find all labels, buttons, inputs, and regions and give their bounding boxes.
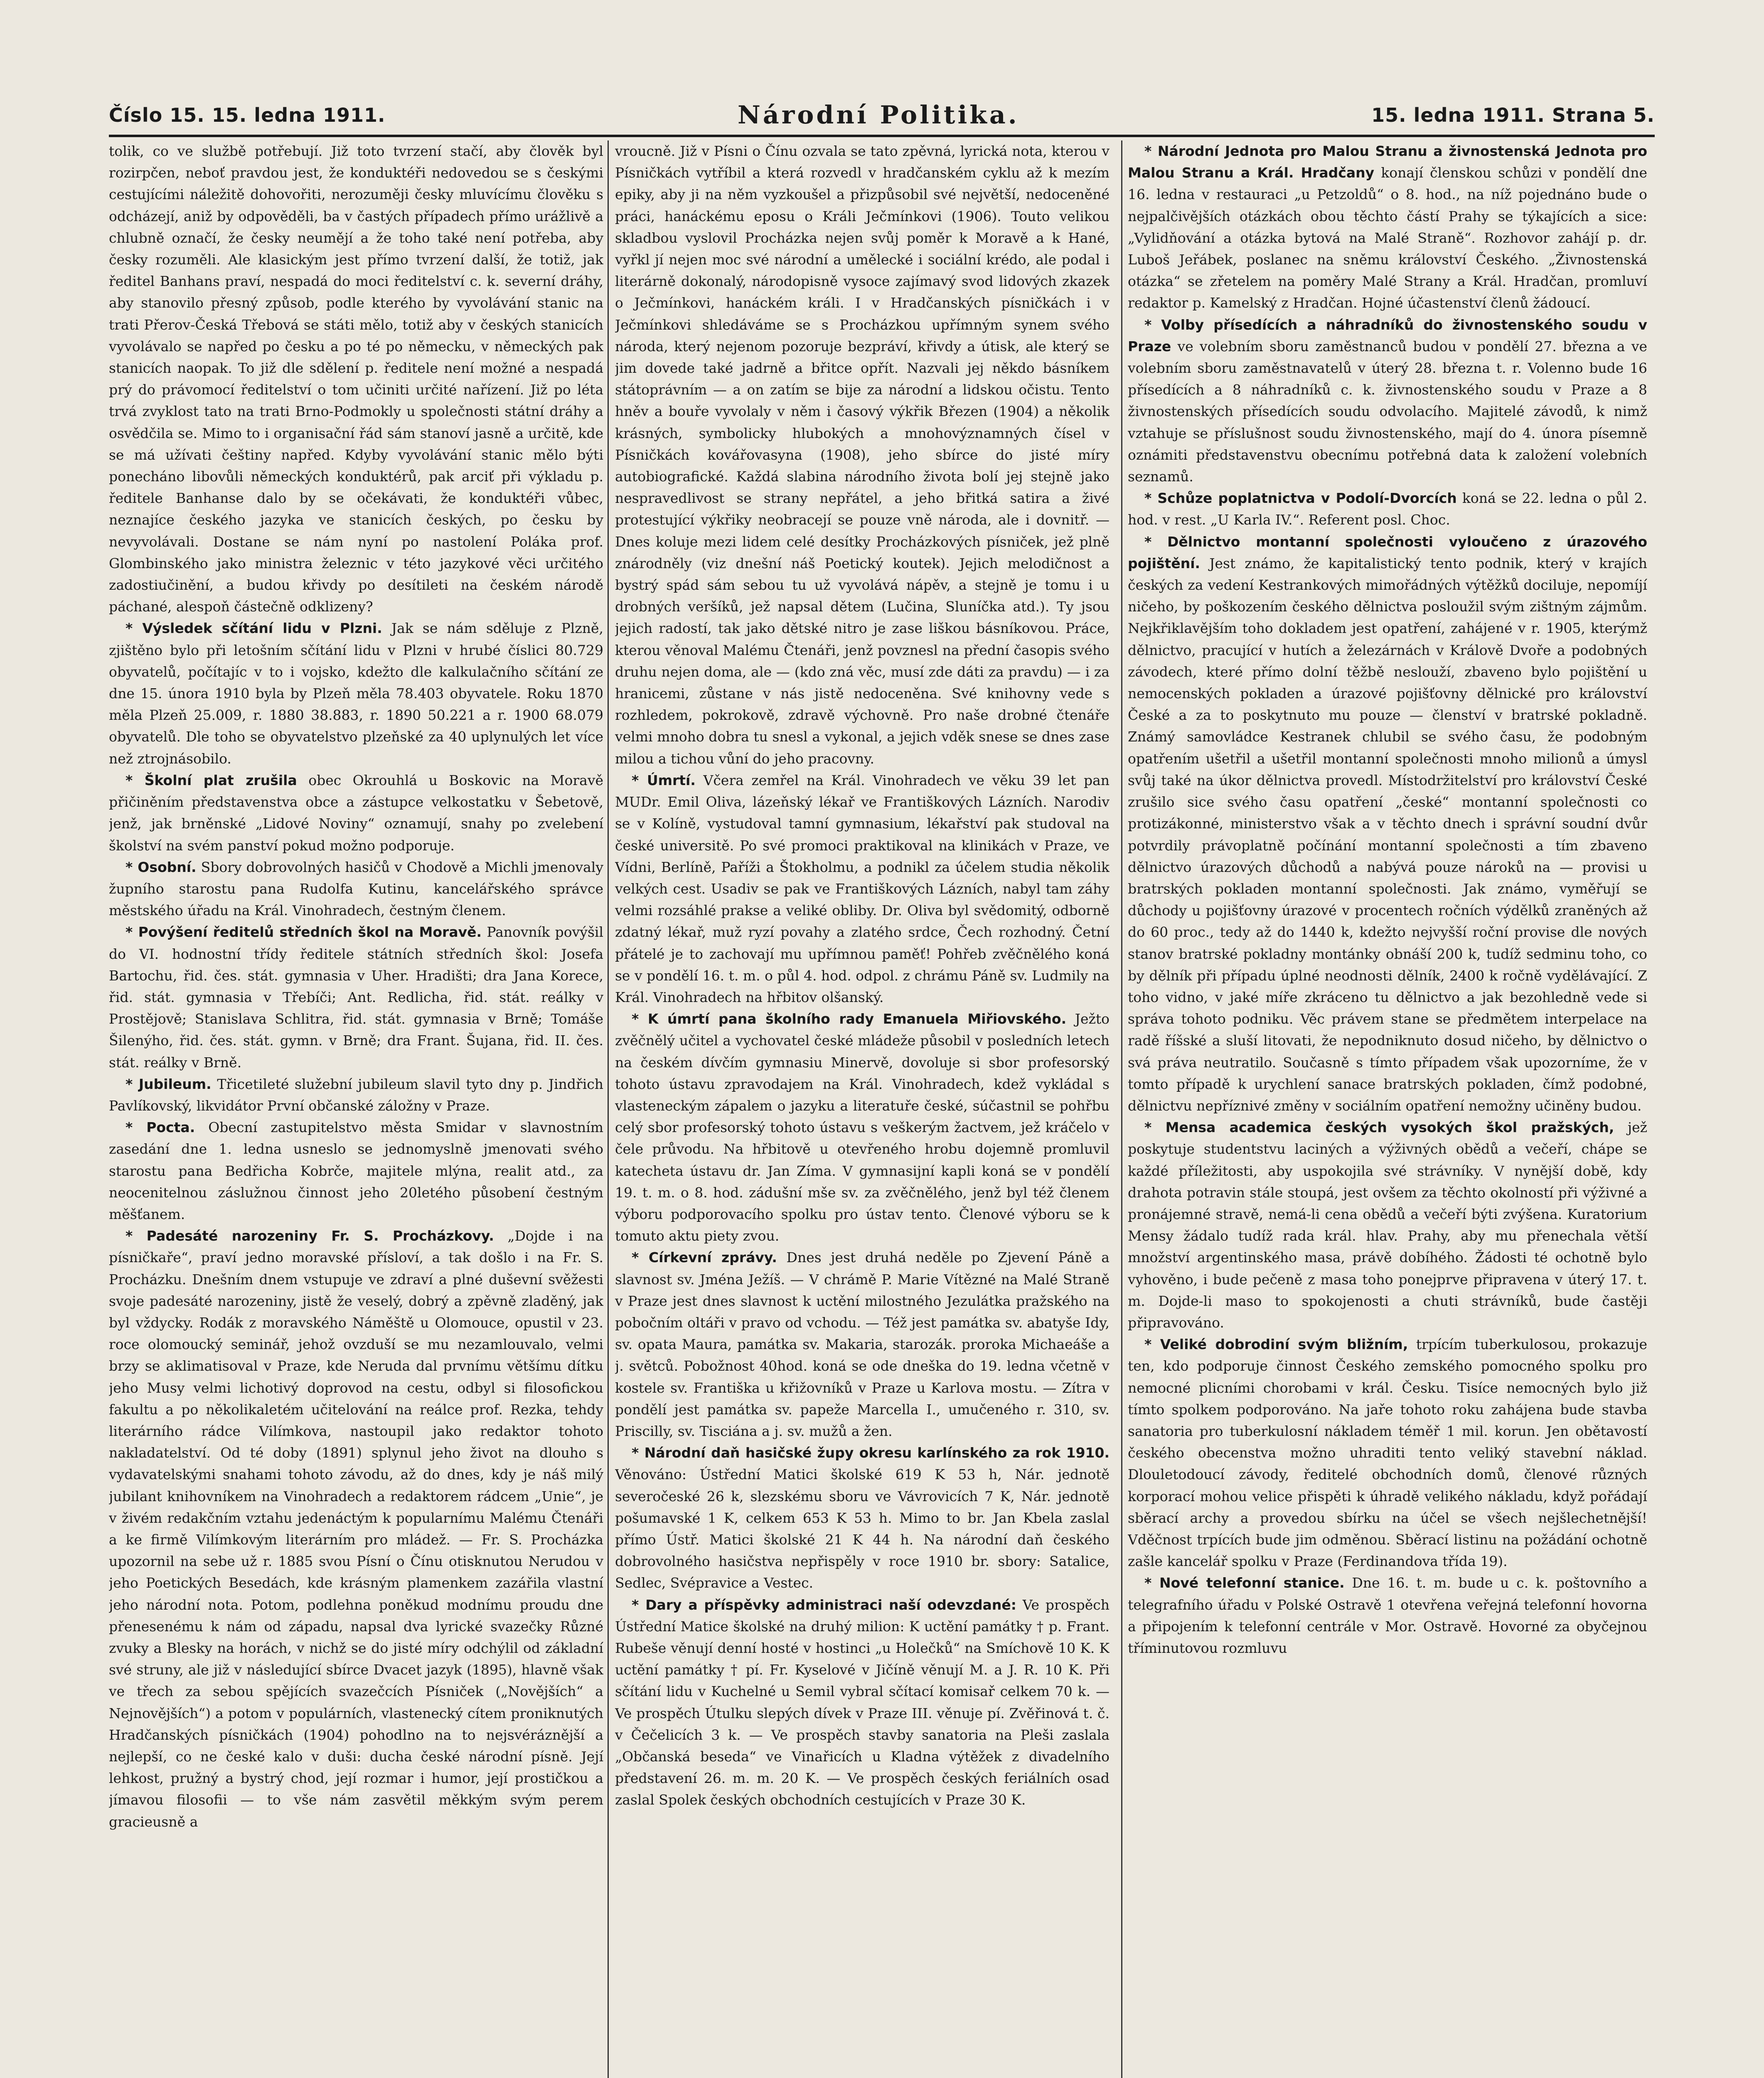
article-text: tolik, co ve službě potřebují. Již toto tvrzení stačí, aby člověk byl rozirpčen, neboť pravdou jest, že konduktéři nedovedou se s českými cestujícími náležitě dohovořiti, nerozuměji česky mluvícímu člověku s odcházejí, aniž by odpověděli, ba v častých případech přímo urážlivě a chlubně označí, že česky neumějí a že toho také není potřeba, aby česky rozuměli. Ale klasickým jest přímo tvrzení další, že totiž, jak ředitel Banhans praví, nespadá do moci ředitelství c. k. severní dráhy, aby stanovilo přesný způsob, podle kterého by vyvolávání stanic na trati Přerov-Česká Třebová se státi mělo, totiž aby v českých stanicích vyvolávalo se napřed po česku a po té po německu, v německých pak stanicích naopak. To již dle sdělení p. ředitele není možné a nespadá prý do právomocí ředitelství o tom učiniti určité nařízení. Již po léta trvá zvyklost tato na trati Brno-Podmokly u společnosti státní dráhy a osvědčila se. Mimo to i organisační řád sám stanoví jasně a určitě, kde se má užívati češtiny napřed. Kdyby vyvolávání stanic mělo býti ponecháno libovůli německých konduktérů, pak arciť při výkladu p. ředitele Banhanse dalo by se očekávati, že konduktéři vůbec, neznajíce českého jazyka ve stanicích českých, po česku by nevyvolávali. Dostane se nám nyní po nastolení Poláka prof. Glombinského jako ministra železnic v této jazykové věci určitého zadostiučinění, a budou křivdy po desítileti na českém národě páchané, alespoň částečně odklizeny? [109,143,603,615]
article-text: vroucně. Již v Písni o Čínu ozvala se tato zpěvná, lyrická nota, kterou v Písničkách vytříbil a která rozvedl v hradčanském cyklu až k mezím epiky, aby ji na něm vyzkoušel a přizpůsobil své největší, nedoceněné práci, hanáckému eposu o Králi Ječmínkovi (1906). Touto velikou skladbou vyslovil Procházka nejen svůj poměr k Moravě a k Hané, vyřkl jí nejen moc své národní a umělecké i sociální krédo, ale podal i literárně dokonalý, národopisně vysoce zajímavý svod lidových zkazek o Ječmínkovi, hanáckém králi. I v Hradčanských písničkách i v Ječmínkovi shledáváme se s Procházkou upřímným synem svého národa, který nejenom pozoruje bezpráví, křivdy a útisk, ale který se jim dovede také jadrně a břitce opřít. Nazvali jej někdo básníkem státoprávním — a on zatím se bije za národní a lidskou očistu. Tento hněv a bouře vyvolaly v něm i časový výkřik Březen (1904) a několik krásných, symbolicky hlubokých a mnohovýznamných čísel v Písničkách kovářovasyna (1908), jeho sbírce do jisté míry autobiografické. Každá slabina národního života bolí jej stejně jako nespravedlivost se strany nepřátel, a jeho břitká satira a živé protestující výkřiky neobracejí se pouze vně národa, ale i dovnitř. — Dnes koluje mezi lidem celé desítky Procházkových písniček, jež plně znárodněly (viz dnešní náš Poetický koutek). Jejich melodičnost a bystrý spád sám sebou tu už vyvolává nápěv, a stejně je tomu i u drobných veršíků, jež napsal dětem (Lučina, Sluníčka atd.). Ty jsou jejich radostí, tak jako dětské nitro je zase liškou básníkovou. Práce, kterou věnoval Malému Čtenáři, jenž povznesl na přední časopis svého druhu nejen doma, ale — (kdo zná věc, musí zde dáti za pravdu) — i za hranicemi, zůstane v nás jistě nedoceněna. Své knihovny vede s rozhledem, pokrokově, zdravě výchovně. Pro naše drobné čtenáře velmi mnoho dobra tu snesl a vykonal, a jejich vděk snese se dnes zase milou a tichou vůní do jeho pracovny. [615,143,1110,767]
article-lead: * Výsledek sčítání lidu v Plzni. [125,620,382,637]
article-text: konají členskou schůzi v pondělí dne 16. ledna v restauraci „u Petzoldů“ o 8. hod., na níž pojednáno bude o nejpalčivějších otázkách obou těchto částí Prahy se týkajících a sice: „Vylidňování a otázka bytová na Malé Straně“. Rozhovor zahájí p. dr. Luboš Jeřábek, poslanec na sněmu království Českého. „Živnostenská otázka“ se zřetelem na poměry Malé Strany a Král. Hradčan, promluví redaktor p. Kamelský z Hradčan. Hojné účastenství členů žádoucí. [1128,165,1647,311]
article-text: koná se 22. ledna o půl 2. hod. v rest. „U Karla IV.“. Referent posl. Choc. [1128,490,1647,528]
column-2 [615,140,1110,2078]
article-paragraph [109,140,603,618]
article-text: Sbory dobrovolných hasičů v Chodově a Michli jmenovaly župního starostu pana Rudolfa Kutinu, kancelářského správce městského úřadu na Král. Vinohradech, čestným členem. [109,859,603,919]
article-paragraph [615,140,1110,770]
article-lead: * Církevní zprávy. [632,1249,777,1266]
article-paragraph [615,1247,1110,1442]
article-lead: * Národní Jednota pro Malou Stranu a živnostenská Jednota pro Malou Stranu a Král. Hradčany [1128,143,1647,181]
article-paragraph [109,921,603,1073]
article-lead: * Školní plat zrušila [125,772,297,788]
article-lead: * Národní daň hasičské župy okresu karlínského za rok 1910. [632,1445,1110,1461]
date-page-number: 15. ledna 1911. Strana 5. [1371,104,1655,126]
column-divider [608,140,609,2078]
article-paragraph [1128,487,1647,531]
article-text: Dnes jest druhá neděle po Zjevení Páně a slavnost sv. Jména Ježíš. — V chrámě P. Marie Vítězné na Malé Straně v Praze jest dnes slavnost k uctění milostného Jezulátka pražského na pobočním oltáři v pravo od vchodu. — Též jest památka sv. abatyše Idy, sv. opata Maura, památka sv. Makaria, starozák. proroka Michaeáše a j. světců. Pobožnost 40hod. koná se ode dneška do 19. ledna včetně v kostele sv. Františka u křižovníků v Praze u Karlova mostu. — Zítra v pondělí jest památka sv. papeže Marcella I., umučeného r. 310, sv. Priscilly, sv. Tisciána a j. sv. mužů a žen. [615,1249,1110,1439]
article-paragraph [109,770,603,857]
article-lead: * Padesáté narozeniny Fr. S. Procházkovy. [125,1228,494,1244]
article-paragraph [1128,1334,1647,1572]
column-1 [109,140,603,2078]
article-text: Věnováno: Ústřední Matici školské 619 K 53 h, Nár. jednotě severočeské 26 k, slezskému sboru ve Vávrovicích 7 K, Nár. jednotě pošumavské 1 K, celkem 653 K 53 h. Mimo to br. Jan Kbela zaslal přímo Ústř. Matici školské 21 K 44 h. Na národní daň českého dobrovolného hasičstva nepřispěly v roce 1910 br. sbory: Satalice, Sedlec, Svépravice a Vestec. [615,1466,1110,1591]
article-text: Ježto zvěčnělý učitel a vychovatel české mládeže působil v posledních letech na českém dívčím gymnasiu Minervě, dovoluje si sbor profesorský tohoto ústavu zpravodajem na Král. Vinohradech, kdež vykládal s vlasteneckým zápalem o jazyku a literatuře české, súčastnil se pohřbu celý sbor profesorský tohoto ústavu s veškerým žactvem, jež kráčelo v čele průvodu. Na hřbitově u otevřeného hrobu dojemně promluvil katecheta ústavu dr. Jan Zíma. V gymnasijní kapli koná se v pondělí 19. t. m. o 8. hod. zádušní mše sv. za zvěčnělého, jenž byl též členem výboru podporovacího spolku pro ústav tento. Členové výboru se k tomuto aktu piety zvou. [615,1011,1110,1244]
article-lead: * Osobní. [125,859,197,875]
article-text: Včera zemřel na Král. Vinohradech ve věku 39 let pan MUDr. Emil Oliva, lázeňský lékař ve Františkových Lázních. Narodiv se v Kolíně, vystudoval tamní gymnasium, lékařství pak studoval na české universitě. Po své promoci praktikoval na klinikách v Praze, ve Vídni, Berlíně, Paříži a Štokholmu, a podnikl za účelem studia několik velkých cest. Usadiv se pak ve Františkových Lázních, nabyl tam záhy velmi rozsáhlé prakse a veliké obliby. Dr. Oliva byl svědomitý, odborně zdatný lékař, muž ryzí povahy a zlatého srdce, Čech rozhodný. Četní přátelé je to zachovají mu upřímnou paměť! Pohřeb zvěčnělého koná se v pondělí 16. t. m. o půl 4. hod. odpol. z chrámu Páně sv. Ludmily na Král. Vinohradech na hřbitov olšanský. [615,772,1110,1005]
article-paragraph [1128,140,1647,314]
article-paragraph [1128,314,1647,488]
article-text: Jak se nám sděluje z Plzně, zjištěno bylo při letošním sčítání lidu v Plzni v hrubé číslici 80.729 obyvatelů, počítajíc v to i vojsko, kdežto dle kalkulačního sčítání ze dne 15. února 1910 byla by Plzeň měla 78.403 obyvatele. Roku 1870 měla Plzeň 25.009, r. 1880 38.883, r. 1890 50.221 a r. 1900 68.079 obyvatelů. Dle toho se obyvatelstvo plzeňské za 40 uplynulých let více než ztrojnásobilo. [109,620,603,767]
article-paragraph [1128,531,1647,1117]
article-paragraph [109,1225,603,1833]
article-text: Obecní zastupitelstvo města Smidar v slavnostním zasedání dne 1. ledna usneslo se jednomyslně jmenovati svého starostu pana Bedřicha Kobrče, majitele mlýna, realit atd., za neocenitelnou záslužnou činnost jeho 20letého působení čestným měšťanem. [109,1119,603,1222]
article-text: obec Okrouhlá u Boskovic na Moravě přičiněním představenstva obce a zástupce velkostatku v Šebetově, jenž, jak brněnské „Lidové Noviny“ oznamují, snahy po zvelebení školství na svém panství pokud možno podporuje. [109,772,603,854]
article-text: Ve prospěch Ústřední Matice školské na druhý milion: K uctění památky † p. Frant. Rubeše věnují denní hosté v hostinci „u Holečků“ na Smíchově 10 K. K uctění památky † pí. Fr. Kyselové v Jičíně věnují M. a J. R. 10 K. Při sčítání lidu v Kuchelné u Semil vybral sčítací komisař celkem 70 k. — Ve prospěch Útulku slepých dívek v Praze III. věnuje pí. Zvěřinová t. č. v Čečelicích 3 k. — Ve prospěch stavby sanatoria na Pleši zaslala „Občanská beseda“ ve Vinařicích u Kladna výtěžek z divadelního představení 26. m. m. 20 K. — Ve prospěch českých feriálních osad zaslal Spolek českých obchodních cestujících v Praze 30 K. [615,1596,1110,1808]
article-paragraph [109,1117,603,1225]
article-text: trpícím tuberkulosou, prokazuje ten, kdo podporuje činnost Českého zemského pomocného spolku pro nemocné plicními chorobami v král. Česku. Tisíce nemocných bylo již tímto spolkem podporováno. Na jaře tohoto roku zahájena bude stavba sanatoria pro tuberkulosní nákladem téměř 1 mil. korun. Jen obětavostí českého obecenstva možno uhraditi tento veliký stavební náklad. Dlouletodoucí závody, ředitelé obchodních domů, členové různých korporací mohou velice přispěti k úhradě velikého nákladu, když pořádají sběrací archy a provedou sbírku na účel se všech nejšlechetnější! Vděčnost trpících bude jim odměnou. Sběrací listinu na požádání ochotně zašle kancelář spolku v Praze (Ferdinandova třída 19). [1128,1336,1647,1570]
article-lead: * Dělnictvo montanní společnosti vyloučeno z úrazového pojištění. [1128,533,1647,571]
article-paragraph [615,1442,1110,1594]
article-paragraph [1128,1117,1647,1334]
article-lead: * Mensa academica českých vysokých škol pražských, [1144,1119,1614,1136]
article-paragraph [615,770,1110,1008]
article-text: Jest známo, že kapitalistický tento podnik, který v krajích českých za vedení Kestrankových mimořádných výtěžků dociluje, nepomíjí ničeho, by poškozením českého dělnictva posloužil svým zištným zájmům. Nejkřiklavějším toho dokladem jest opatření, zahájené v r. 1905, kterýmž dělnictvo, pracující v hutích a železárnách v Králově Dvoře a podobných závodech, které přímo dolní těžbě neslouží, zbaveno bylo pojištění u nemocenských pokladen a úrazové pojišťovny dělnické pro království České a za to poskytnuto mu pouze — členství v bratrské pokladně. Známý samovládce Kestranek chlubil se svého času, že podobným opatřením ušetřil a ušetřil montanní společnosti mnoho milionů a úmysl svůj také na úkor dělnictva provedl. Místodržitelství pro království České zrušilo sice svého času opatření „české“ montanní společnosti co protizákonné, ministerstvo však a v těchto dnech i správní soudní dvůr potvrdily právoplatně počínání montanní společnosti a tím zbaveno dělnictvo úrazových důchodů a nabývá pouze nároků na — provisi u bratrských pokladen montanní společnosti. Jak známo, vyměřují se důchody u pojišťovny úrazové v procentech ročních výdělků zraněných až do 60 proc., tedy až do 1440 k, kdežto nejvyšší roční provise dle nových stanov bratrské pokladny montánky obnáší 200 k, tudíž sedminu toho, co by dělník při případu úplné neodnosti dělník, 2400 k ročně vydělávající. Z toho vidno, v jaké míře zkráceno tu dělnictvo a jak bezohledně vede si správa tohoto podniku. Věc právem stane se předmětem interpelace na radě říšské a sluší litovati, že nepodniknuto dosud ničeho, by dělnictvo o svá práva neutratilo. Současně s tímto případem však upozorníme, že v tomto případě k urychlení sanace bratrských pokladen, čímž podobné, dělnictvu nepříznivé změny v sociálním opatření nemožny učiněny budou. [1128,555,1647,1114]
article-lead: * Povýšení ředitelů středních škol na Moravě. [125,924,482,941]
article-lead: * K úmrtí pana školního rady Emanuela Miřiovského. [632,1011,1067,1027]
article-lead: * Úmrtí. [632,772,696,788]
page-header [109,96,1655,134]
article-paragraph [1128,1572,1647,1659]
article-paragraph [109,1073,603,1117]
article-text: „Dojde i na písničkaře“, praví jedno moravské přísloví, a tak došlo i na Fr. S. Procházku. Dnešním dnem vstupuje ve zdraví a plné duševní svěžesti svoje padesáté narozeniny, jistě že veselý, dobrý a zpěvně zladěný, jak byl vždycky. Rodák z moravského Náměště u Olomouce, opustil v 23. roce olomoucký seminář, jehož ovzduší se mu nezamlouvalo, velmi brzy se aklimatisoval v Praze, kde Neruda dal prvnímu většímu dítku jeho Musy velmi lichotivý doprovod na cestu, odbyl si filosofickou fakultu a po několikaletém učitelování na reálce prof. Rezka, tehdy literárního rádce Vilímkova, nastoupil jako redaktor tohoto nakladatelství. Od té doby (1891) splynul jeho život na dlouho s vydavatelskými snahami tohoto závodu, až do dnes, kdy je náš milý jubilant knihovníkem na Vinohradech a redaktorem rádcem „Unie“, je v živém redakčním vztahu jedenáctým k popularnímu Malému Čtenáři a ke firmě Vilímkovým literárním pro mládež. — Fr. S. Procházka upozornil na sebe už r. 1885 svou Písní o Čínu otisknutou Nerudou v jeho Poetických Besedách, kde krásným plamenkem zazářila vlastní jeho národní nota. Potom, podlehna poněkud modnímu proudu dne přenesenému k nám od západu, napsal dva lyrické svazečky Různé zvuky a Blesky na horách, v nichž se do jisté míry odchýlil od základní své struny, ale již v následující sbírce Dvacet jazyk (1895), hlavně však ve třech za sebou spějících svazečcích Písniček („Novějších“ a Nejnovějších“) a potom v populárních, vlastenecký cítem proniknutých Hradčanských písničkách (1904) pohodlno na to nejsvéráznější a nejlepší, co ne české kalo v duši: ducha české národní písně. Její lehkost, pružný a bystrý chod, její rozmar i humor, její prostičkou a jímavou filosofii — to vše nám zasvětil měkkým svým perem gracieusně a [109,1228,603,1830]
article-lead: * Volby přísedících a náhradníků do živnostenského soudu v Praze [1128,316,1647,355]
masthead-title: Národní Politika. [738,101,1019,130]
article-text: Panovník povýšil do VI. hodnostní třídy ředitele státních středních škol: Josefa Bartochu, řid. čes. stát. gymnasia v Uher. Hradišti; dra Jana Korece, řid. stát. gymnasia v Třebíči; Ant. Redlicha, řid. stát. reálky v Prostějově; Stanislava Schlitra, řid. stát. gymnasia v Brně; Tomáše Šilenýho, řid. čes. stát. gymn. v Brně; dra Frant. Šujana, řid. II. čes. stát. reálky v Brně. [109,924,603,1071]
article-paragraph [615,1594,1110,1811]
article-lead: * Schůze poplatnictva v Podolí-Dvorcích [1144,490,1457,507]
article-text: ve volebním sboru zaměstnanců budou v pondělí 27. března a ve volebním sboru zaměstnavatelů v úterý 28. března t. r. Volenno bude 16 přísedících a 8 náhradníků c. k. živnostenského soudu v Praze a 8 živnostenských přísedících soudu odvolacího. Majitelé závodů, k nimž vztahuje se příslušnost soudu živnostenského, mají do 4. února písemně oznámiti představenstvu obecnímu potřebná data k založení volebních seznamů. [1128,338,1647,485]
issue-number-date: Číslo 15. 15. ledna 1911. [109,104,386,126]
header-rule [109,135,1655,137]
article-lead: * Pocta. [125,1119,195,1136]
article-lead: * Dary a příspěvky administraci naší odevzdané: [632,1596,1016,1613]
column-3 [1128,140,1647,2078]
article-paragraph [615,1008,1110,1247]
article-lead: * Nové telefonní stanice. [1144,1575,1345,1591]
article-text: jež poskytuje studentstvu laciných a výživných obědů a večeří, chápe se každé příležitosti, aby uspokojila své strávníky. V nynější době, kdy drahota potravin stále stoupá, jest ovšem za těchto okolností při výživné a pronájemné stravě, nemá-li cena obědů a večeří býti zvýšena. Kuratorium Mensy žádalo tudíž rada král. hlav. Prahy, aby mu přenechala větší množství argentinského masa, právě dobíhého. Žádosti té ochotně bylo vyhověno, i bude pečeně z masa toho ponejprve připravena v úterý 17. t. m. Dojde-li maso to spokojenosti a chuti strávníků, bude častěji připravováno. [1128,1119,1647,1331]
article-lead: * Jubileum. [125,1076,212,1092]
article-paragraph [109,618,603,769]
article-text: Dne 16. t. m. bude u c. k. poštovního a telegrafního úřadu v Polské Ostravě 1 otevřena veřejná telefonní hovorna a připojením k telefonní centrále v Mor. Ostravě. Hovorné za obyčejnou tříminutovou rozmluvu [1128,1575,1647,1657]
article-text: Třicetileté služební jubileum slavil tyto dny p. Jindřich Pavlíkovský, likvidátor První občanské záložny v Praze. [109,1076,603,1114]
article-paragraph [109,857,603,922]
article-lead: * Veliké dobrodiní svým bližním, [1144,1336,1408,1353]
column-divider [1121,140,1122,2078]
